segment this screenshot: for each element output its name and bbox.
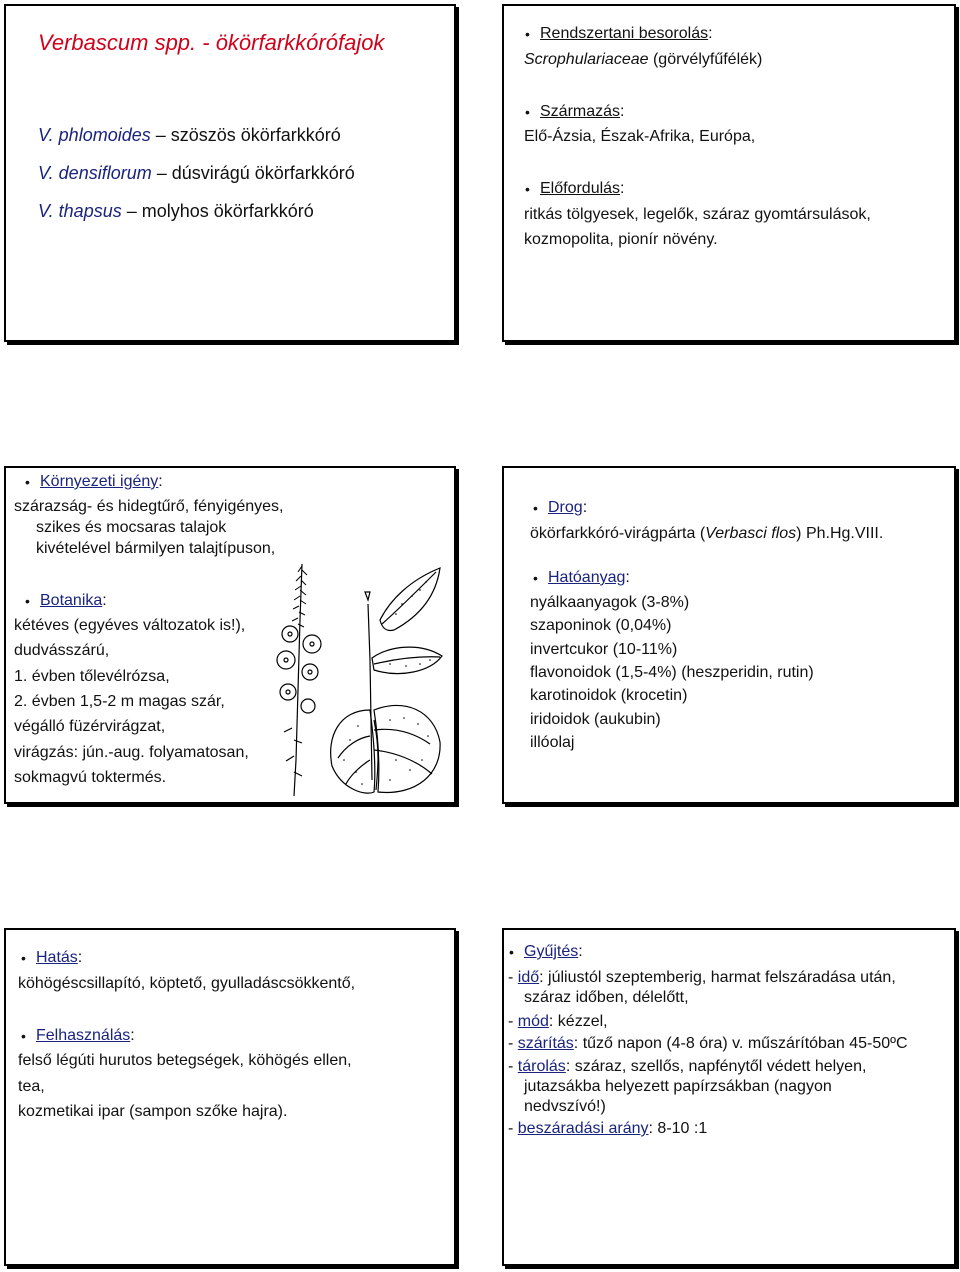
ingredient-6: iridoidok (aukubin) [530,711,661,728]
mullein-plant-illustration [270,560,450,800]
ingredient-3: invertcukor (10-11%) [530,641,678,658]
ingredient-5: karotinoidok (krocetin) [530,687,688,704]
environment-line-3: kivételével bármilyen talajtípuson, [36,540,276,557]
effect-text: köhögéscsillapító, köptető, gyulladáscsökkentő, [18,975,356,992]
botany-line-3: 1. évben tőlevélrózsa, [14,668,170,685]
heading-environment: • Környezeti igény: [40,472,163,492]
collection-item-time: - idő: júliustól szeptemberig, harmat felszáradása után, [508,969,896,986]
ingredient-1: nyálkaanyagok (3-8%) [530,594,690,611]
collection-item-method: - mód: kézzel, [508,1013,608,1030]
heading-occurrence: • Előfordulás: [540,179,625,199]
collection-item-storage-cont: jutazsákba helyezett papírzsákban (nagyon nedvszívó!) [524,1078,832,1115]
botany-line-6: virágzás: jún.-aug. folyamatosan, [14,744,249,761]
origin-text: Elő-Ázsia, Észak-Afrika, Európa, [524,128,756,145]
heading-origin: • Származás: [540,102,624,122]
ingredient-7: illóolaj [530,734,575,751]
ingredient-2: szaponinok (0,04%) [530,617,672,634]
heading-drug: • Drog: [548,498,587,518]
botany-line-5: végálló füzérvirágzat, [14,718,166,735]
slide-drug [502,466,956,804]
collection-item-storage: - tárolás: száraz, szellős, napfénytől védett helyen, [508,1058,867,1075]
collection-item-drying: - szárítás: tűző napon (4-8 óra) v. műszárítóban 45-50ºC [508,1035,908,1052]
species-line-3: V. thapsus – molyhos ökörfarkkóró [38,201,314,221]
collection-item-ratio: - beszáradási arány: 8-10 :1 [508,1120,708,1137]
heading-active-ingredients: • Hatóanyag: [548,568,630,588]
slide-title: Verbascum spp. - ökörfarkkórófajok [38,30,385,55]
usage-line-3: kozmetikai ipar (sampon szőke hajra). [18,1103,288,1120]
slide-verbascum-title [4,4,456,342]
collection-item-time-cont: száraz időben, délelőtt, [524,989,689,1006]
botany-line-2: dudvásszárú, [14,642,110,659]
heading-effect: • Hatás: [36,948,82,968]
drug-text: ökörfarkkóró-virágpárta (Verbasci flos) Ph.Hg.VIII. [530,525,884,542]
botany-line-4: 2. évben 1,5-2 m magas szár, [14,693,225,710]
environment-line-2: szikes és mocsaras talajok [36,519,227,536]
botany-line-7: sokmagvú toktermés. [14,769,167,786]
classification-text: Scrophulariaceae (görvélyfűfélék) [524,51,763,68]
slide-effect [4,928,456,1266]
usage-line-1: felső légúti hurutos betegségek, köhögés ellen, [18,1052,352,1069]
ingredient-4: flavonoidok (1,5-4%) (heszperidin, rutin) [530,664,814,681]
heading-botany: • Botanika: [40,591,107,611]
heading-collection: • Gyűjtés: [524,942,583,962]
species-line-2: V. densiflorum – dúsvirágú ökörfarkkóró [38,163,355,183]
occurrence-line-1: ritkás tölgyesek, legelők, száraz gyomtársulások, [524,206,871,223]
heading-classification: • Rendszertani besorolás: [540,24,713,44]
occurrence-line-2: kozmopolita, pionír növény. [524,231,718,248]
slide-classification [502,4,956,342]
usage-line-2: tea, [18,1078,45,1095]
heading-usage: • Felhasználás: [36,1026,135,1046]
environment-line-1: szárazság- és hidegtűrő, fényigényes, [14,498,284,515]
species-line-1: V. phlomoides – szöszös ökörfarkkóró [38,125,341,145]
slide-collection [502,928,956,1266]
botany-line-1: kétéves (egyéves változatok is!), [14,617,246,634]
slide-botany [4,466,456,804]
